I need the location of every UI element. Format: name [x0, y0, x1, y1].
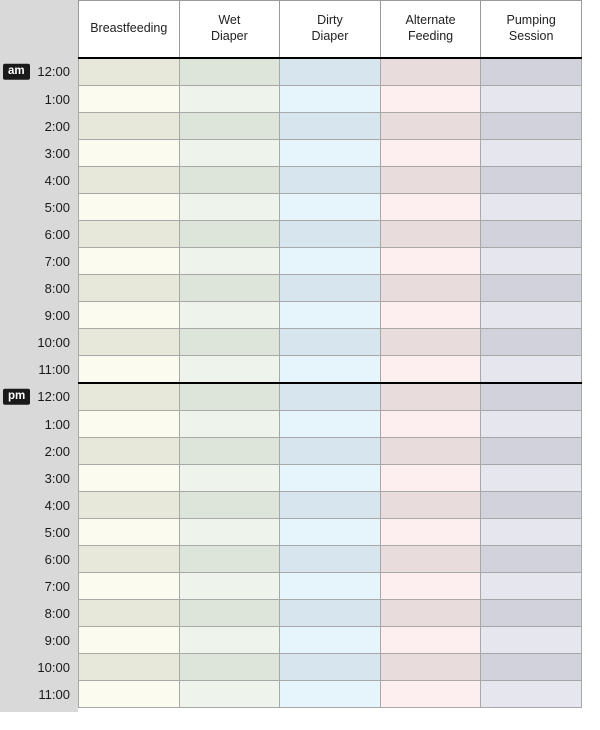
- entry-cell-alternate-feeding[interactable]: [380, 492, 481, 519]
- hour-label-cell: [0, 194, 78, 221]
- entry-cell-breastfeeding[interactable]: [78, 113, 179, 140]
- entry-cell-dirty-diaper[interactable]: [280, 492, 381, 519]
- entry-cell-pumping-session[interactable]: [481, 573, 582, 600]
- entry-cell-pumping-session[interactable]: [481, 411, 582, 438]
- hour-label: 11:00: [38, 686, 70, 702]
- entry-cell-wet-diaper[interactable]: [179, 573, 280, 600]
- entry-cell-pumping-session[interactable]: [481, 86, 582, 113]
- entry-cell-pumping-session[interactable]: [481, 221, 582, 248]
- table-row: [0, 519, 582, 546]
- entry-cell-alternate-feeding[interactable]: [380, 86, 481, 113]
- entry-cell-pumping-session[interactable]: [481, 356, 582, 384]
- hour-label-cell: [0, 248, 78, 275]
- hour-label: 9:00: [44, 307, 70, 323]
- hour-label-cell: [0, 58, 78, 86]
- entry-cell-pumping-session[interactable]: [481, 302, 582, 329]
- column-header-label: Wet: [218, 13, 241, 28]
- column-header-breastfeeding: [78, 1, 179, 59]
- entry-cell-pumping-session[interactable]: [481, 519, 582, 546]
- hour-label: 4:00: [44, 497, 70, 513]
- entry-cell-dirty-diaper[interactable]: [280, 58, 381, 86]
- column-header-pumping-session: [481, 1, 582, 59]
- table-row: [0, 275, 582, 302]
- table-row: [0, 681, 582, 708]
- hour-label-cell: [0, 681, 78, 708]
- entry-cell-breastfeeding[interactable]: [78, 465, 179, 492]
- entry-cell-wet-diaper[interactable]: [179, 600, 280, 627]
- entry-cell-breastfeeding[interactable]: [78, 546, 179, 573]
- hour-label: 10:00: [37, 334, 70, 350]
- entry-cell-dirty-diaper[interactable]: [280, 438, 381, 465]
- entry-cell-pumping-session[interactable]: [481, 275, 582, 302]
- hour-label-cell: [0, 140, 78, 167]
- hour-label-cell: [0, 438, 78, 465]
- entry-cell-breastfeeding[interactable]: [78, 383, 179, 411]
- entry-cell-breastfeeding[interactable]: [78, 302, 179, 329]
- entry-cell-dirty-diaper[interactable]: [280, 221, 381, 248]
- entry-cell-breastfeeding[interactable]: [78, 329, 179, 356]
- entry-cell-dirty-diaper[interactable]: [280, 519, 381, 546]
- entry-cell-pumping-session[interactable]: [481, 492, 582, 519]
- table-row: [0, 329, 582, 356]
- entry-cell-breastfeeding[interactable]: [78, 86, 179, 113]
- entry-cell-dirty-diaper[interactable]: [280, 140, 381, 167]
- entry-cell-pumping-session[interactable]: [481, 465, 582, 492]
- entry-cell-breastfeeding[interactable]: [78, 58, 179, 86]
- table-row: [0, 113, 582, 140]
- table-row: [0, 492, 582, 519]
- column-header-label: Breastfeeding: [90, 21, 168, 36]
- entry-cell-breastfeeding[interactable]: [78, 492, 179, 519]
- entry-cell-breastfeeding[interactable]: [78, 248, 179, 275]
- entry-cell-dirty-diaper[interactable]: [280, 275, 381, 302]
- entry-cell-alternate-feeding[interactable]: [380, 275, 481, 302]
- table-row: [0, 167, 582, 194]
- entry-cell-wet-diaper[interactable]: [179, 383, 280, 411]
- entry-cell-alternate-feeding[interactable]: [380, 546, 481, 573]
- entry-cell-breastfeeding[interactable]: [78, 411, 179, 438]
- entry-cell-breastfeeding[interactable]: [78, 356, 179, 384]
- entry-cell-wet-diaper[interactable]: [179, 194, 280, 221]
- hour-label-cell: [0, 492, 78, 519]
- table-row: [0, 86, 582, 113]
- entry-cell-alternate-feeding[interactable]: [380, 465, 481, 492]
- table-row: [0, 221, 582, 248]
- entry-cell-alternate-feeding[interactable]: [380, 627, 481, 654]
- entry-cell-alternate-feeding[interactable]: [380, 438, 481, 465]
- entry-cell-wet-diaper[interactable]: [179, 438, 280, 465]
- entry-cell-alternate-feeding[interactable]: [380, 140, 481, 167]
- table-row: [0, 573, 582, 600]
- entry-cell-alternate-feeding[interactable]: [380, 356, 481, 384]
- hour-label-cell: [0, 573, 78, 600]
- column-header-wet-diaper: [179, 1, 280, 59]
- entry-cell-breastfeeding[interactable]: [78, 275, 179, 302]
- entry-cell-breastfeeding[interactable]: [78, 438, 179, 465]
- hour-label-cell: [0, 329, 78, 356]
- entry-cell-pumping-session[interactable]: [481, 546, 582, 573]
- hour-label-cell: [0, 654, 78, 681]
- entry-cell-dirty-diaper[interactable]: [280, 383, 381, 411]
- entry-cell-wet-diaper[interactable]: [179, 492, 280, 519]
- entry-cell-breastfeeding[interactable]: [78, 167, 179, 194]
- table-row: [0, 302, 582, 329]
- hour-label-cell: [0, 627, 78, 654]
- entry-cell-pumping-session[interactable]: [481, 654, 582, 681]
- entry-cell-wet-diaper[interactable]: [179, 411, 280, 438]
- entry-cell-alternate-feeding[interactable]: [380, 58, 481, 86]
- table-row: [0, 58, 582, 86]
- entry-cell-pumping-session[interactable]: [481, 194, 582, 221]
- column-header-dirty-diaper: [280, 1, 381, 59]
- entry-cell-wet-diaper[interactable]: [179, 58, 280, 86]
- entry-cell-alternate-feeding[interactable]: [380, 194, 481, 221]
- entry-cell-wet-diaper[interactable]: [179, 519, 280, 546]
- entry-cell-wet-diaper[interactable]: [179, 465, 280, 492]
- entry-cell-dirty-diaper[interactable]: [280, 573, 381, 600]
- hour-label-cell: [0, 302, 78, 329]
- entry-cell-wet-diaper[interactable]: [179, 167, 280, 194]
- entry-cell-alternate-feeding[interactable]: [380, 221, 481, 248]
- hour-label: 3:00: [44, 145, 70, 161]
- hour-label-cell: [0, 519, 78, 546]
- entry-cell-dirty-diaper[interactable]: [280, 600, 381, 627]
- hour-label: 4:00: [44, 172, 70, 188]
- column-header-label: Session: [508, 29, 554, 43]
- entry-cell-pumping-session[interactable]: [481, 113, 582, 140]
- entry-cell-dirty-diaper[interactable]: [280, 167, 381, 194]
- entry-cell-wet-diaper[interactable]: [179, 221, 280, 248]
- table-row: [0, 248, 582, 275]
- hour-label: 7:00: [44, 253, 70, 269]
- entry-cell-pumping-session[interactable]: [481, 140, 582, 167]
- hour-label-cell: [0, 383, 78, 411]
- hour-label: 6:00: [44, 551, 70, 567]
- header-row: [0, 1, 582, 59]
- hour-label-cell: [0, 275, 78, 302]
- hour-label: 12:00: [37, 389, 70, 405]
- entry-cell-breastfeeding[interactable]: [78, 600, 179, 627]
- table-row: [0, 438, 582, 465]
- entry-cell-pumping-session[interactable]: [481, 383, 582, 411]
- entry-cell-dirty-diaper[interactable]: [280, 302, 381, 329]
- table-row: [0, 465, 582, 492]
- entry-cell-pumping-session[interactable]: [481, 58, 582, 86]
- entry-cell-pumping-session[interactable]: [481, 248, 582, 275]
- entry-cell-alternate-feeding[interactable]: [380, 113, 481, 140]
- hour-label: 5:00: [44, 199, 70, 215]
- entry-cell-dirty-diaper[interactable]: [280, 113, 381, 140]
- entry-cell-alternate-feeding[interactable]: [380, 329, 481, 356]
- hour-label: 2:00: [44, 443, 70, 459]
- entry-cell-alternate-feeding[interactable]: [380, 573, 481, 600]
- hour-label: 10:00: [37, 659, 70, 675]
- meridiem-badge: am: [3, 64, 30, 81]
- hour-label: 9:00: [44, 632, 70, 648]
- hour-label: 7:00: [44, 578, 70, 594]
- entry-cell-dirty-diaper[interactable]: [280, 86, 381, 113]
- entry-cell-pumping-session[interactable]: [481, 681, 582, 708]
- hour-label: 6:00: [44, 226, 70, 242]
- entry-cell-alternate-feeding[interactable]: [380, 248, 481, 275]
- entry-cell-wet-diaper[interactable]: [179, 546, 280, 573]
- table-body: [0, 58, 582, 708]
- entry-cell-dirty-diaper[interactable]: [280, 681, 381, 708]
- entry-cell-dirty-diaper[interactable]: [280, 654, 381, 681]
- column-header-label: Feeding: [407, 29, 454, 43]
- entry-cell-wet-diaper[interactable]: [179, 356, 280, 384]
- table-row: [0, 140, 582, 167]
- entry-cell-pumping-session[interactable]: [481, 167, 582, 194]
- entry-cell-breastfeeding[interactable]: [78, 140, 179, 167]
- column-header-label: Dirty: [317, 13, 343, 28]
- column-header-label: Diaper: [210, 29, 248, 43]
- table-row: [0, 627, 582, 654]
- hour-label: 1:00: [44, 416, 70, 432]
- entry-cell-pumping-session[interactable]: [481, 329, 582, 356]
- hour-label-cell: [0, 113, 78, 140]
- entry-cell-alternate-feeding[interactable]: [380, 681, 481, 708]
- entry-cell-breastfeeding[interactable]: [78, 681, 179, 708]
- entry-cell-dirty-diaper[interactable]: [280, 194, 381, 221]
- entry-cell-wet-diaper[interactable]: [179, 654, 280, 681]
- entry-cell-breastfeeding[interactable]: [78, 221, 179, 248]
- column-header-label: Pumping: [506, 13, 556, 28]
- entry-cell-alternate-feeding[interactable]: [380, 411, 481, 438]
- hour-label: 5:00: [44, 524, 70, 540]
- table-row: [0, 383, 582, 411]
- entry-cell-alternate-feeding[interactable]: [380, 519, 481, 546]
- table-row: [0, 654, 582, 681]
- entry-cell-wet-diaper[interactable]: [179, 275, 280, 302]
- hour-label-cell: [0, 546, 78, 573]
- column-header-alternate-feeding: [380, 1, 481, 59]
- entry-cell-dirty-diaper[interactable]: [280, 411, 381, 438]
- hour-label-cell: [0, 356, 78, 384]
- table-header: [0, 1, 582, 59]
- entry-cell-wet-diaper[interactable]: [179, 627, 280, 654]
- hour-label: 2:00: [44, 118, 70, 134]
- hour-label: 1:00: [44, 91, 70, 107]
- hour-label: 11:00: [38, 361, 70, 377]
- entry-cell-dirty-diaper[interactable]: [280, 627, 381, 654]
- column-header-label: Alternate: [405, 13, 456, 28]
- entry-cell-wet-diaper[interactable]: [179, 86, 280, 113]
- table-row: [0, 194, 582, 221]
- entry-cell-breastfeeding[interactable]: [78, 627, 179, 654]
- entry-cell-breastfeeding[interactable]: [78, 194, 179, 221]
- entry-cell-wet-diaper[interactable]: [179, 113, 280, 140]
- entry-cell-alternate-feeding[interactable]: [380, 600, 481, 627]
- entry-cell-pumping-session[interactable]: [481, 600, 582, 627]
- entry-cell-alternate-feeding[interactable]: [380, 167, 481, 194]
- hour-label: 3:00: [44, 470, 70, 486]
- table-row: [0, 411, 582, 438]
- entry-cell-wet-diaper[interactable]: [179, 140, 280, 167]
- header-corner-spacer: [0, 1, 78, 59]
- hour-label: 12:00: [37, 64, 70, 80]
- hour-label-cell: [0, 411, 78, 438]
- entry-cell-pumping-session[interactable]: [481, 438, 582, 465]
- entry-cell-breastfeeding[interactable]: [78, 519, 179, 546]
- entry-cell-dirty-diaper[interactable]: [280, 546, 381, 573]
- table-row: [0, 356, 582, 384]
- entry-cell-dirty-diaper[interactable]: [280, 248, 381, 275]
- meridiem-badge: pm: [3, 389, 30, 406]
- hour-label-cell: [0, 465, 78, 492]
- hour-label-cell: [0, 221, 78, 248]
- entry-cell-wet-diaper[interactable]: [179, 248, 280, 275]
- column-header-label: Diaper: [311, 29, 349, 43]
- hour-label-cell: [0, 86, 78, 113]
- entry-cell-breastfeeding[interactable]: [78, 573, 179, 600]
- table-row: [0, 546, 582, 573]
- table-row: [0, 600, 582, 627]
- entry-cell-pumping-session[interactable]: [481, 627, 582, 654]
- entry-cell-wet-diaper[interactable]: [179, 302, 280, 329]
- entry-cell-wet-diaper[interactable]: [179, 681, 280, 708]
- hour-label-cell: [0, 167, 78, 194]
- entry-cell-breastfeeding[interactable]: [78, 654, 179, 681]
- entry-cell-alternate-feeding[interactable]: [380, 383, 481, 411]
- entry-cell-alternate-feeding[interactable]: [380, 654, 481, 681]
- entry-cell-dirty-diaper[interactable]: [280, 329, 381, 356]
- entry-cell-dirty-diaper[interactable]: [280, 356, 381, 384]
- hour-label: 8:00: [44, 280, 70, 296]
- entry-cell-wet-diaper[interactable]: [179, 329, 280, 356]
- entry-cell-alternate-feeding[interactable]: [380, 302, 481, 329]
- hour-label: 8:00: [44, 605, 70, 621]
- hour-label-cell: [0, 600, 78, 627]
- entry-cell-dirty-diaper[interactable]: [280, 465, 381, 492]
